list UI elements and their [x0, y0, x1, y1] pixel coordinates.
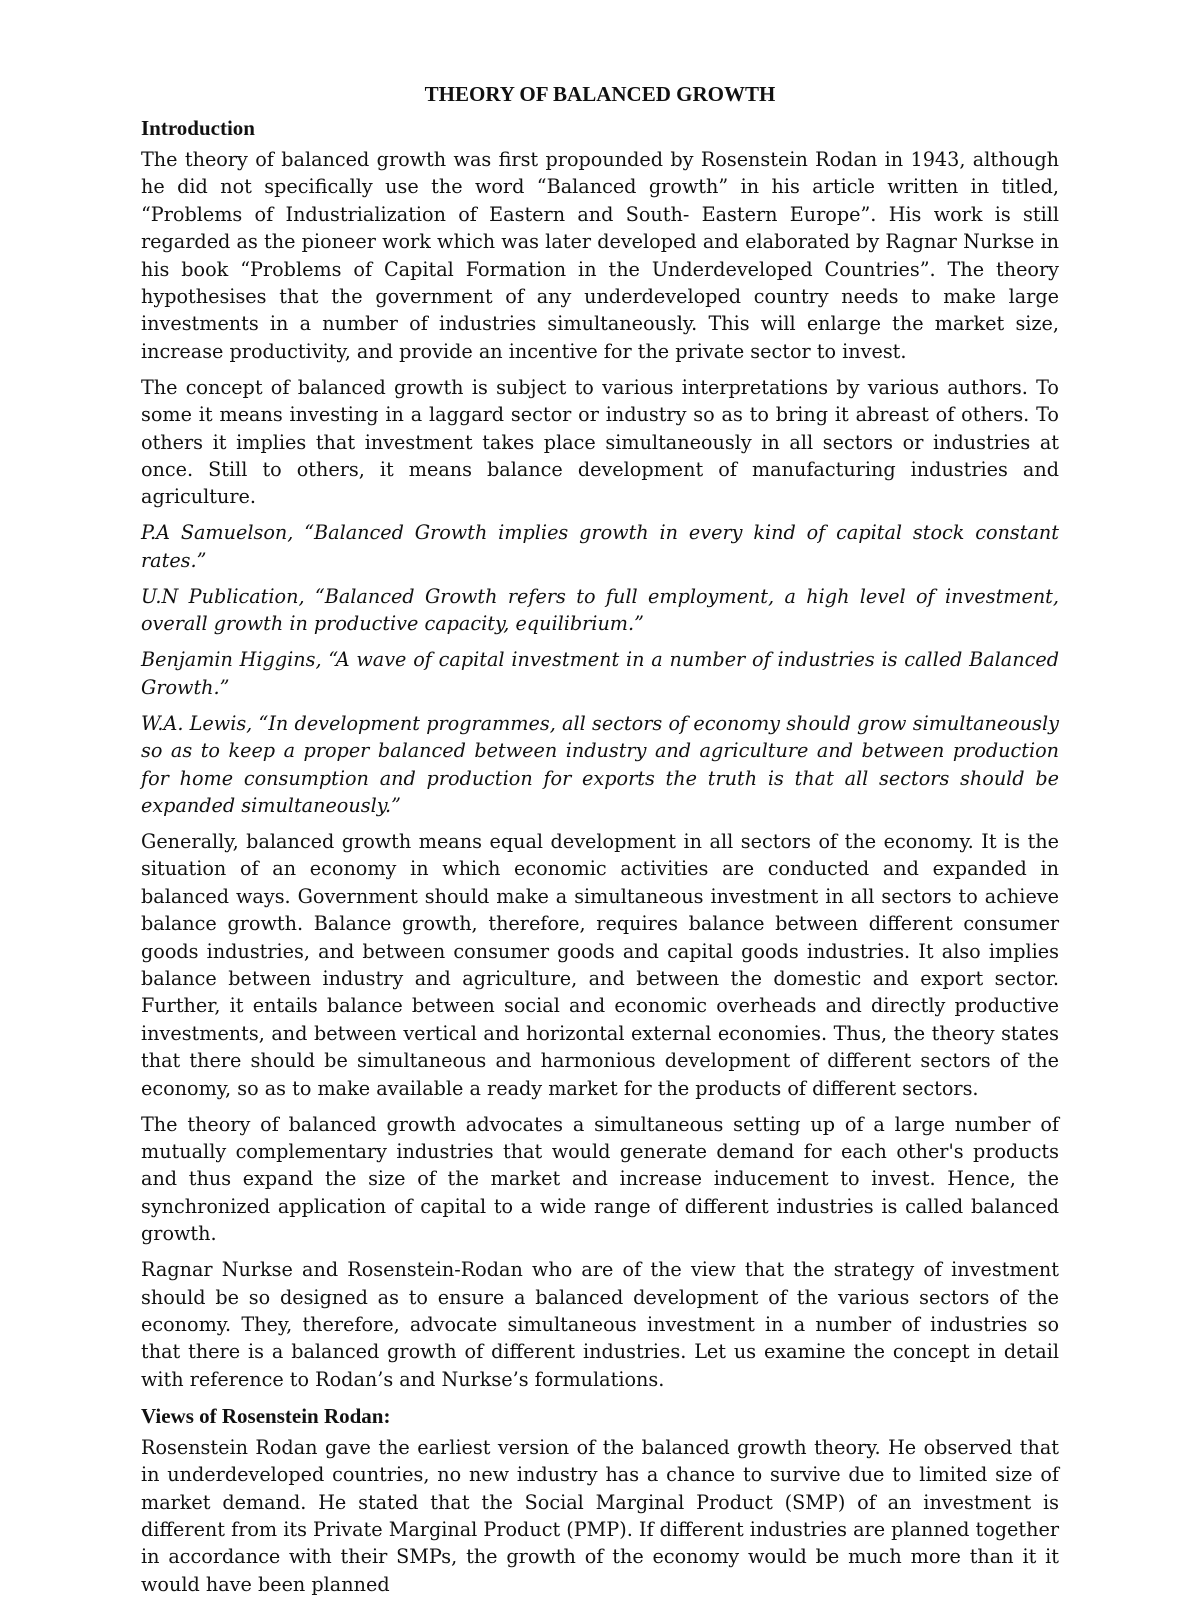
body-paragraph-3: Ragnar Nurkse and Rosenstein-Rodan who are of the view that the strategy of investment should be so designed as to ensure a balanced development of the various sectors of the economy. They, therefore, advocate simultaneous investment in a number of industries so that there is a balanced growth of different industries. Let us examine the concept in detail with reference to Rodan’s and Nurkse’s formulations. [141, 1258, 1059, 1391]
intro-paragraph-1: The theory of balanced growth was first propounded by Rosenstein Rodan in 1943, although he did not specifically use the word “Balanced growth” in his article written in titled, “Problems of Industrialization of Eastern and South- Eastern Europe”. His work is still regarded as the pioneer work which was later developed and elaborated by Ragnar Nurkse in his book “Problems of Capital Formation in the Underdeveloped Countries”. The theory hypothesises that the government of any underdeveloped country needs to make large investments in a number of industries simultaneously. This will enlarge the market size, increase productivity, and provide an incentive for the private sector to invest. [141, 148, 1059, 363]
document-title: THEORY OF BALANCED GROWTH [424, 82, 776, 106]
body-paragraph-2: The theory of balanced growth advocates a simultaneous setting up of a large number of mutually complementary industries that would generate demand for each other's products and thus expand the size of the market and increase inducement to invest. Hence, the synchronized application of capital to a wide range of different industries is called balanced growth. [141, 1112, 1059, 1246]
quote-lewis: W.A. Lewis, “In development programmes, all sectors of economy should grow simultaneously so as to keep a proper balanced between industry and agriculture and between production for home consumption and production for exports the truth is that all sectors should be expanded simultaneously.” [141, 711, 1059, 817]
rodan-heading: Views of Rosenstein Rodan: [141, 1403, 391, 1428]
rodan-paragraph: Rosenstein Rodan gave the earliest version of the balanced growth theory. He observed that in underdeveloped countries, no new industry has a chance to survive due to limited size of market demand. He stated that the Social Marginal Product (SMP) of an investment is different from its Private Marginal Product (PMP). If different industries are planned together in accordance with their SMPs, the growth of the economy would be much more than it it would have been planned [141, 1435, 1059, 1596]
intro-paragraph-2: The concept of balanced growth is subject to various interpretations by various authors. To some it means investing in a laggard sector or industry so as to bring it abreast of others. To others it implies that investment takes place simultaneously in all sectors or industries at once. Still to others, it means balance development of manufacturing industries and agriculture. [141, 375, 1059, 509]
introduction-heading: Introduction [141, 116, 255, 140]
quote-un-publication: U.N Publication, “Balanced Growth refers to full employment, a high level of investment, overall growth in productive capacity, equilibrium.” [141, 584, 1059, 636]
quote-samuelson: P.A Samuelson, “Balanced Growth implies growth in every kind of capital stock constant rates.” [141, 521, 1059, 572]
body-paragraph-1: Generally, balanced growth means equal development in all sectors of the economy. It is the situation of an economy in which economic activities are conducted and expanded in balanced ways. Government should make a simultaneous investment in all sectors to achieve balance growth. Balance growth, therefore, requires balance between different consumer goods industries, and between consumer goods and capital goods industries. It also implies balance between industry and agriculture, and between the domestic and export sector. Further, it entails balance between social and economic overheads and directly productive investments, and between vertical and horizontal external economies. Thus, the theory states that there should be simultaneous and harmonious development of different sectors of the economy, so as to make available a ready market for the products of different sectors. [141, 829, 1059, 1100]
quote-higgins: Benjamin Higgins, “A wave of capital investment in a number of industries is called Balanced Growth.” [141, 648, 1059, 699]
document-page [141, 80, 1059, 1607]
